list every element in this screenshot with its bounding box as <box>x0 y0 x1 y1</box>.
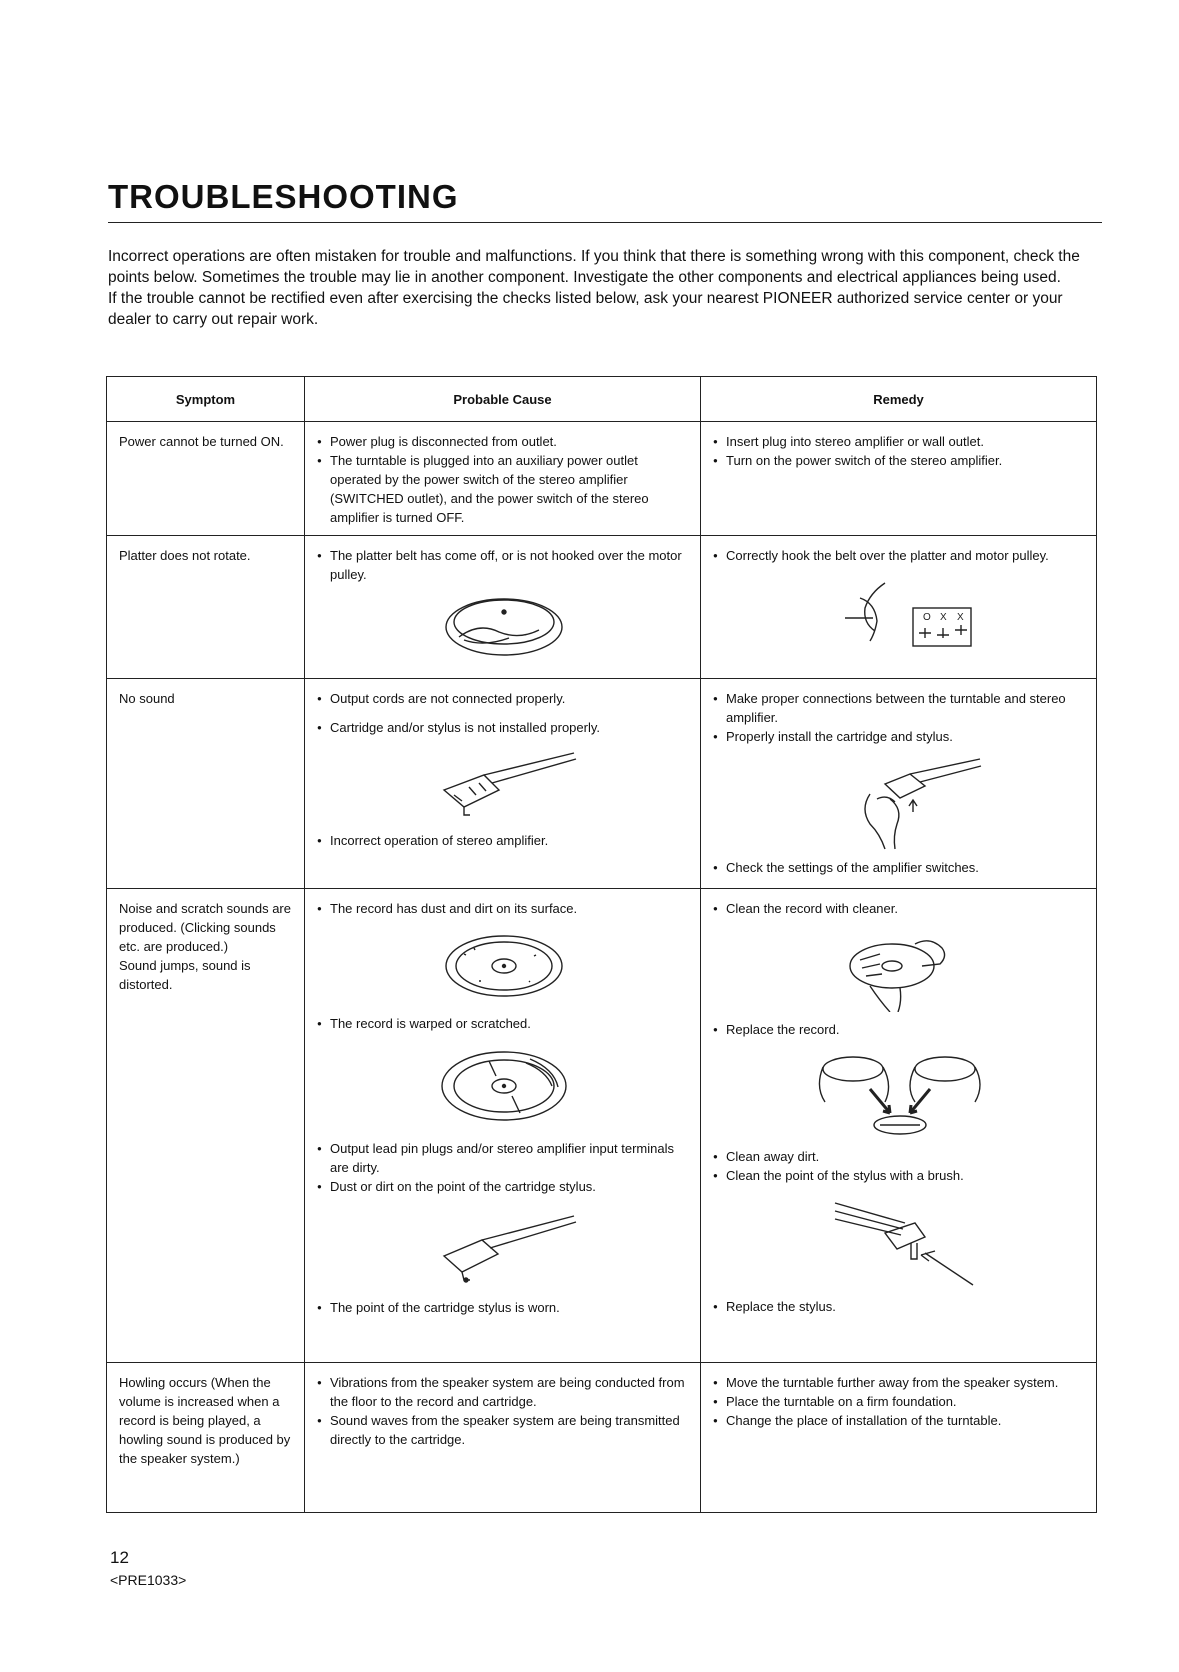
cause-item: ● Power plug is disconnected from outlet. <box>317 432 690 451</box>
symptom-cell <box>107 679 305 889</box>
cause-item: ● The point of the cartridge stylus is worn. <box>317 1298 690 1317</box>
symptom-text: Power cannot be turned ON. <box>119 434 284 449</box>
table-row <box>107 889 1097 1363</box>
intro-paragraph: If the trouble cannot be rectified even after exercising the checks listed below, ask your nearest PIONEER authorized service center or your dealer to carry out repair work. <box>108 290 1063 328</box>
symptom-cell <box>107 1363 305 1513</box>
remedy-cell <box>701 679 1097 889</box>
remedy-item: ● Replace the stylus. <box>713 1297 1086 1316</box>
page-number: 12 <box>110 1548 129 1567</box>
cause-item: ● Cartridge and/or stylus is not installed properly. <box>317 718 690 737</box>
header-symptom: Symptom <box>107 377 305 422</box>
header-cause: Probable Cause <box>305 377 701 422</box>
remedy-item: ● Clean the record with cleaner. <box>713 899 1086 918</box>
remedy-item: ● Properly install the cartridge and stylus. <box>713 727 1086 746</box>
warped-record-illustration <box>434 1041 574 1131</box>
header-remedy: Remedy <box>701 377 1097 422</box>
remedy-item: ● Turn on the power switch of the stereo amplifier. <box>713 451 1086 470</box>
cause-cell <box>305 679 701 889</box>
table-row <box>107 1363 1097 1513</box>
table-row <box>107 536 1097 679</box>
symptom-cell <box>107 422 305 536</box>
document-code: <PRE1033> <box>110 1572 187 1588</box>
remedy-cell <box>701 536 1097 679</box>
remedy-cell <box>701 1363 1097 1513</box>
cause-item: ● Vibrations from the speaker system are being conducted from the floor to the record and cartridge. <box>317 1373 690 1411</box>
cause-cell <box>305 1363 701 1513</box>
table-row <box>107 679 1097 889</box>
cause-cell <box>305 422 701 536</box>
intro-text <box>108 246 1096 330</box>
cause-item: ● Output cords are not connected properly. <box>317 689 690 708</box>
cause-item: ● The record is warped or scratched. <box>317 1014 690 1033</box>
remedy-item: ● Change the place of installation of the turntable. <box>713 1411 1086 1430</box>
remedy-cell <box>701 889 1097 1363</box>
cause-item: ● The platter belt has come off, or is not hooked over the motor pulley. <box>317 546 690 584</box>
cause-item: ● Sound waves from the speaker system are being transmitted directly to the cartridge. <box>317 1411 690 1449</box>
cause-item: ● Output lead pin plugs and/or stereo amplifier input terminals are dirty. <box>317 1139 690 1177</box>
symptom-text: Noise and scratch sounds are produced. (Clicking sounds etc. are produced.) <box>119 901 291 954</box>
remedy-item: ● Make proper connections between the turntable and stereo amplifier. <box>713 689 1086 727</box>
remedy-item: ● Insert plug into stereo amplifier or wall outlet. <box>713 432 1086 451</box>
diagram-mark: X <box>956 612 964 623</box>
page-title: TROUBLESHOOTING <box>108 178 459 215</box>
diagram-mark: X <box>939 612 947 623</box>
remedy-item: ● Check the settings of the amplifier switches. <box>713 858 1086 877</box>
belt-hook-illustration <box>815 573 985 653</box>
remedy-item: ● Clean the point of the stylus with a brush. <box>713 1166 1086 1185</box>
diagram-mark: O <box>922 612 931 623</box>
troubleshooting-table <box>106 376 1097 1513</box>
remedy-cell <box>701 422 1097 536</box>
symptom-text: No sound <box>119 691 175 706</box>
replace-record-illustration <box>805 1047 995 1139</box>
remedy-item: ● Place the turntable on a firm foundation. <box>713 1392 1086 1411</box>
cause-item: ● The turntable is plugged into an auxiliary power outlet operated by the power switch of the stereo amplifier (SWITCHED outlet), and the power switch of the stereo amplifier is turned OFF. <box>317 451 690 527</box>
dusty-record-illustration <box>434 926 574 1006</box>
cartridge-install-illustration <box>815 754 985 850</box>
cause-item: ● Incorrect operation of stereo amplifier. <box>317 831 690 850</box>
remedy-item: ● Replace the record. <box>713 1020 1086 1039</box>
symptom-cell <box>107 889 305 1363</box>
cartridge-illustration <box>424 745 584 823</box>
intro-paragraph: Incorrect operations are often mistaken for trouble and malfunctions. If you think that there is something wrong with this component, check the points below. Sometimes the trouble may lie in another component. Investigate the other components and electrical appliances being used. <box>108 248 1080 286</box>
symptom-text: Platter does not rotate. <box>119 548 251 563</box>
stylus-brush-illustration <box>825 1193 975 1289</box>
symptom-cell <box>107 536 305 679</box>
remedy-item: ● Move the turntable further away from the speaker system. <box>713 1373 1086 1392</box>
cause-cell <box>305 536 701 679</box>
cause-item: ● Dust or dirt on the point of the cartridge stylus. <box>317 1177 690 1196</box>
platter-belt-illustration <box>439 592 569 662</box>
symptom-text: Sound jumps, sound is distorted. <box>119 958 251 992</box>
table-row <box>107 422 1097 536</box>
cause-item: ● The record has dust and dirt on its surface. <box>317 899 690 918</box>
symptom-text: Howling occurs (When the volume is increased when a record is being played, a howling sound is produced by the speaker system.) <box>119 1375 291 1466</box>
title-rule <box>108 222 1102 223</box>
record-cleaner-illustration <box>830 926 970 1012</box>
cause-cell <box>305 889 701 1363</box>
remedy-item: ● Correctly hook the belt over the platter and motor pulley. <box>713 546 1086 565</box>
stylus-illustration <box>424 1204 584 1290</box>
remedy-item: ● Clean away dirt. <box>713 1147 1086 1166</box>
table-header-row <box>107 377 1097 422</box>
